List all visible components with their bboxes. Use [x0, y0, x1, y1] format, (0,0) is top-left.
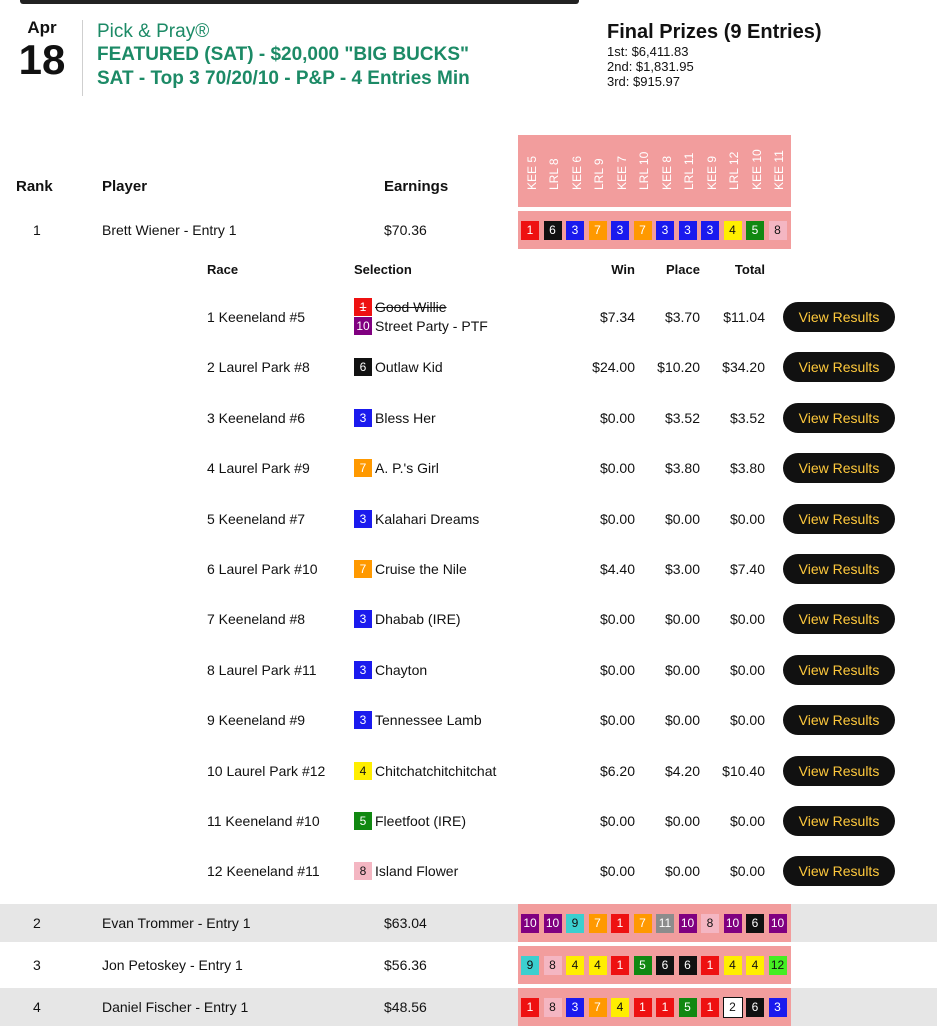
earnings-header: Earnings — [384, 178, 449, 195]
pick-chip: 3 — [611, 221, 629, 240]
payout-total: $0.00 — [729, 661, 765, 678]
race-detail-row — [0, 645, 937, 695]
race-name: 12 Keeneland #11 — [207, 863, 320, 880]
entry-player[interactable]: Daniel Fischer - Entry 1 — [102, 999, 249, 1015]
pick-chip: 3 — [679, 221, 697, 240]
race-detail-row — [0, 746, 937, 796]
pick-chip: 10 — [544, 914, 562, 933]
pick-chip: 6 — [679, 956, 697, 975]
race-column-label: LRL 12 — [727, 151, 741, 190]
race-column-label: KEE 5 — [524, 155, 539, 190]
final-prizes — [607, 20, 822, 89]
pick-chip: 10 — [724, 914, 742, 933]
view-results-button[interactable]: View Results — [783, 403, 895, 433]
payout-win: $0.00 — [599, 813, 635, 829]
pick-chip: 1 — [611, 956, 629, 975]
payout-win: $24.00 — [592, 359, 635, 376]
pick-chip: 8 — [769, 221, 787, 240]
payout-place: $3.52 — [664, 409, 700, 426]
race-column-header — [544, 139, 565, 203]
selection-line — [354, 610, 461, 628]
horse-name: Street Party - PTF — [375, 318, 488, 334]
pick-chip: 7 — [634, 914, 652, 933]
race-column-header — [589, 139, 610, 203]
race-column-label: KEE 6 — [569, 155, 584, 190]
payout-place: $3.80 — [664, 460, 700, 477]
horse-name: Fleetfoot (IRE) — [375, 813, 467, 829]
payout-place: $0.00 — [664, 661, 700, 678]
view-results-button[interactable]: View Results — [783, 453, 895, 483]
entry-earnings: $56.36 — [384, 957, 427, 973]
contest-name: Pick & Pray® — [97, 21, 210, 42]
race-name: 2 Laurel Park #8 — [207, 359, 310, 376]
rank-header: Rank — [16, 178, 53, 195]
view-results-button[interactable]: View Results — [783, 554, 895, 584]
pick-chip: 1 — [701, 998, 719, 1017]
pick-chip: 5 — [679, 998, 697, 1017]
total-header: Total — [734, 262, 765, 277]
selection-line — [354, 510, 479, 528]
race-column-label: KEE 9 — [704, 155, 719, 190]
contest-info — [97, 20, 470, 91]
pick-chip: 7 — [589, 914, 607, 933]
payout-win: $0.00 — [599, 409, 635, 426]
horse-number: 6 — [354, 358, 372, 376]
race-name: 8 Laurel Park #11 — [207, 661, 317, 678]
payout-total: $34.20 — [722, 359, 765, 376]
horse-name: Island Flower — [375, 863, 459, 880]
entry-earnings: $63.04 — [384, 915, 427, 931]
pick-chip: 9 — [566, 914, 584, 933]
selection-line — [354, 862, 458, 880]
horse-number: 7 — [354, 459, 372, 477]
selection-line — [354, 317, 488, 335]
prize-second: 2nd: $1,831.95 — [607, 59, 694, 74]
race-column-label: LRL 9 — [592, 158, 606, 190]
top-bar — [20, 0, 579, 4]
race-name: 1 Keeneland #5 — [207, 309, 306, 325]
entry-rank: 4 — [33, 999, 41, 1015]
entry-picks — [518, 946, 791, 984]
selection-line — [354, 762, 496, 780]
race-detail-row — [0, 544, 937, 594]
race-detail-row — [0, 695, 937, 745]
race-detail-row — [0, 846, 937, 896]
pick-chip: 10 — [679, 914, 697, 933]
pick-chip: 6 — [656, 956, 674, 975]
payout-win: $0.00 — [599, 611, 635, 628]
horse-number: 7 — [354, 560, 372, 578]
view-results-button[interactable]: View Results — [783, 302, 895, 332]
date-divider — [82, 20, 83, 96]
race-column-label: KEE 7 — [614, 155, 629, 190]
pick-chip: 4 — [589, 956, 607, 975]
payout-place: $0.00 — [664, 712, 700, 729]
horse-name: Cruise the Nile — [375, 561, 467, 577]
player-header: Player — [102, 178, 148, 195]
pick-chip: 6 — [544, 221, 562, 240]
place-header: Place — [666, 262, 700, 277]
race-detail-row — [0, 292, 937, 342]
payout-win: $0.00 — [599, 712, 635, 729]
pick-chip: 10 — [521, 914, 539, 933]
pick-chip: 8 — [701, 914, 719, 933]
horse-number: 8 — [354, 862, 372, 880]
race-detail-row — [0, 494, 937, 544]
view-results-button[interactable]: View Results — [783, 655, 895, 685]
race-name: 10 Laurel Park #12 — [207, 762, 326, 779]
pick-chip: 7 — [589, 998, 607, 1017]
pick-chip: 7 — [634, 221, 652, 240]
horse-name: Dhabab (IRE) — [375, 611, 461, 628]
pick-chip: 12 — [769, 956, 787, 975]
prize-first: 1st: $6,411.83 — [607, 44, 689, 59]
entry-rank: 2 — [33, 915, 41, 931]
horse-number: 3 — [354, 711, 372, 729]
horse-name: Good Willie — [375, 299, 447, 315]
race-column-header — [724, 139, 745, 203]
pick-chip: 1 — [521, 221, 539, 240]
race-detail-row — [0, 796, 937, 846]
horse-number: 3 — [354, 610, 372, 628]
horse-name: Bless Her — [375, 409, 436, 426]
prizes-title: Final Prizes (9 Entries) — [607, 21, 822, 43]
payout-place: $0.00 — [664, 813, 700, 829]
table-row[interactable] — [0, 988, 937, 1026]
entry-rank: 1 — [33, 222, 41, 238]
race-column-header — [521, 139, 542, 203]
race-column-header — [746, 139, 767, 203]
entry-rank: 3 — [33, 957, 41, 973]
payout-place: $10.20 — [657, 359, 700, 376]
race-column-label: KEE 10 — [749, 149, 764, 190]
race-name: 9 Keeneland #9 — [207, 712, 306, 729]
selection-line — [354, 358, 443, 376]
race-column-label: LRL 11 — [682, 152, 696, 190]
race-name: 11 Keeneland #10 — [207, 813, 320, 829]
horse-name: Chitchatchitchitchat — [375, 762, 497, 779]
race-detail-row — [0, 594, 937, 644]
race-name: 6 Laurel Park #10 — [207, 561, 318, 577]
date-month: Apr — [27, 18, 57, 37]
payout-total: $10.40 — [722, 762, 765, 779]
payout-total: $0.00 — [729, 510, 765, 527]
race-detail-row — [0, 342, 937, 392]
payout-win: $0.00 — [599, 460, 635, 477]
selection-line — [354, 459, 439, 477]
pick-chip: 1 — [611, 914, 629, 933]
race-column-headers — [518, 135, 791, 207]
horse-name: Kalahari Dreams — [375, 510, 480, 527]
pick-chip: 4 — [724, 956, 742, 975]
pick-chip: 11 — [656, 914, 674, 933]
horse-number: 4 — [354, 762, 372, 780]
horse-name: Tennessee Lamb — [375, 712, 482, 729]
prize-third: 3rd: $915.97 — [607, 74, 681, 89]
selection-line — [354, 711, 482, 729]
contest-subtitle: SAT - Top 3 70/20/10 - P&P - 4 Entries Min — [97, 68, 470, 89]
race-column-header — [656, 139, 677, 203]
race-column-label: LRL 8 — [547, 158, 561, 190]
race-column-header — [769, 139, 790, 203]
pick-chip: 3 — [656, 221, 674, 240]
horse-number: 5 — [354, 812, 372, 830]
view-results-button[interactable]: View Results — [783, 504, 895, 534]
race-column-header — [679, 139, 700, 203]
contest-date — [8, 18, 76, 82]
horse-number: 10 — [354, 317, 372, 335]
pick-chip: 3 — [566, 998, 584, 1017]
pick-chip: 6 — [746, 998, 764, 1017]
race-name: 7 Keeneland #8 — [207, 611, 306, 628]
race-column-header — [701, 139, 722, 203]
pick-chip: 4 — [746, 956, 764, 975]
pick-chip: 1 — [634, 998, 652, 1017]
pick-chip: 1 — [521, 998, 539, 1017]
payout-total: $7.40 — [729, 561, 765, 577]
pick-chip: 9 — [521, 956, 539, 975]
selection-line — [354, 298, 447, 316]
pick-chip: 2 — [724, 998, 742, 1017]
entry-picks — [518, 904, 791, 942]
payout-win: $0.00 — [599, 863, 635, 880]
pick-chip: 3 — [701, 221, 719, 240]
race-name: 5 Keeneland #7 — [207, 510, 306, 527]
race-column-label: KEE 11 — [772, 150, 786, 190]
race-name: 4 Laurel Park #9 — [207, 460, 310, 477]
view-results-button[interactable]: View Results — [783, 352, 895, 382]
payout-place: $3.00 — [664, 561, 700, 577]
horse-name: Chayton — [375, 661, 428, 678]
horse-number: 3 — [354, 510, 372, 528]
pick-chip: 5 — [634, 956, 652, 975]
race-header: Race — [207, 262, 239, 277]
pick-chip: 4 — [724, 221, 742, 240]
selection-line — [354, 661, 427, 679]
view-results-button[interactable]: View Results — [783, 604, 895, 634]
race-column-header — [634, 139, 655, 203]
pick-chip: 5 — [746, 221, 764, 240]
entry-player[interactable]: Brett Wiener - Entry 1 — [102, 222, 237, 238]
horse-number: 1 — [354, 298, 372, 316]
race-column-label: KEE 8 — [659, 155, 674, 190]
pick-chip: 7 — [589, 221, 607, 240]
payout-place: $0.00 — [664, 611, 700, 628]
selection-line — [354, 812, 466, 830]
payout-place: $3.70 — [664, 309, 700, 325]
payout-total: $0.00 — [729, 712, 765, 729]
race-detail-row — [0, 393, 937, 443]
pick-chip: 6 — [746, 914, 764, 933]
horse-number: 3 — [354, 661, 372, 679]
pick-chip: 4 — [611, 998, 629, 1017]
pick-chip: 1 — [656, 998, 674, 1017]
pick-chip: 10 — [769, 914, 787, 933]
pick-chip: 3 — [566, 221, 584, 240]
payout-total: $0.00 — [729, 863, 765, 880]
payout-win: $0.00 — [599, 510, 635, 527]
horse-number: 3 — [354, 409, 372, 427]
entry-earnings: $70.36 — [384, 222, 427, 238]
pick-chip: 4 — [566, 956, 584, 975]
view-results-button[interactable]: View Results — [783, 705, 895, 735]
pick-chip: 8 — [544, 956, 562, 975]
win-header: Win — [611, 262, 635, 277]
race-name: 3 Keeneland #6 — [207, 409, 306, 426]
view-results-button[interactable]: View Results — [783, 856, 895, 886]
payout-place: $0.00 — [664, 863, 700, 880]
payout-total: $3.80 — [729, 460, 765, 477]
race-detail-row — [0, 443, 937, 493]
table-row[interactable] — [0, 211, 937, 249]
horse-name: Outlaw Kid — [375, 359, 443, 376]
race-column-header — [566, 139, 587, 203]
payout-total: $3.52 — [729, 409, 765, 426]
race-column-header — [611, 139, 632, 203]
payout-total: $0.00 — [729, 813, 765, 829]
date-day: 18 — [18, 36, 66, 83]
race-column-label: LRL 10 — [637, 151, 651, 190]
payout-win: $0.00 — [599, 661, 635, 678]
payout-place: $4.20 — [664, 762, 700, 779]
entry-player[interactable]: Jon Petoskey - Entry 1 — [102, 957, 243, 973]
view-results-button[interactable]: View Results — [783, 806, 895, 836]
entry-picks — [518, 988, 791, 1026]
pick-chip: 1 — [701, 956, 719, 975]
table-row[interactable] — [0, 904, 937, 942]
payout-win: $6.20 — [599, 762, 635, 779]
pick-chip: 8 — [544, 998, 562, 1017]
selection-header: Selection — [354, 262, 412, 277]
pick-chip: 3 — [769, 998, 787, 1017]
horse-name: A. P.'s Girl — [375, 460, 439, 477]
table-row[interactable] — [0, 946, 937, 984]
entry-picks — [518, 211, 791, 249]
view-results-button[interactable]: View Results — [783, 756, 895, 786]
selection-line — [354, 560, 467, 578]
entry-earnings: $48.56 — [384, 999, 427, 1015]
selection-line — [354, 409, 436, 427]
payout-win: $4.40 — [599, 561, 635, 577]
payout-total: $11.04 — [723, 309, 765, 325]
contest-title: FEATURED (SAT) - $20,000 "BIG BUCKS" — [97, 44, 470, 65]
payout-place: $0.00 — [664, 510, 700, 527]
payout-win: $7.34 — [599, 309, 635, 325]
payout-total: $0.00 — [729, 611, 765, 628]
entry-player[interactable]: Evan Trommer - Entry 1 — [102, 915, 251, 931]
